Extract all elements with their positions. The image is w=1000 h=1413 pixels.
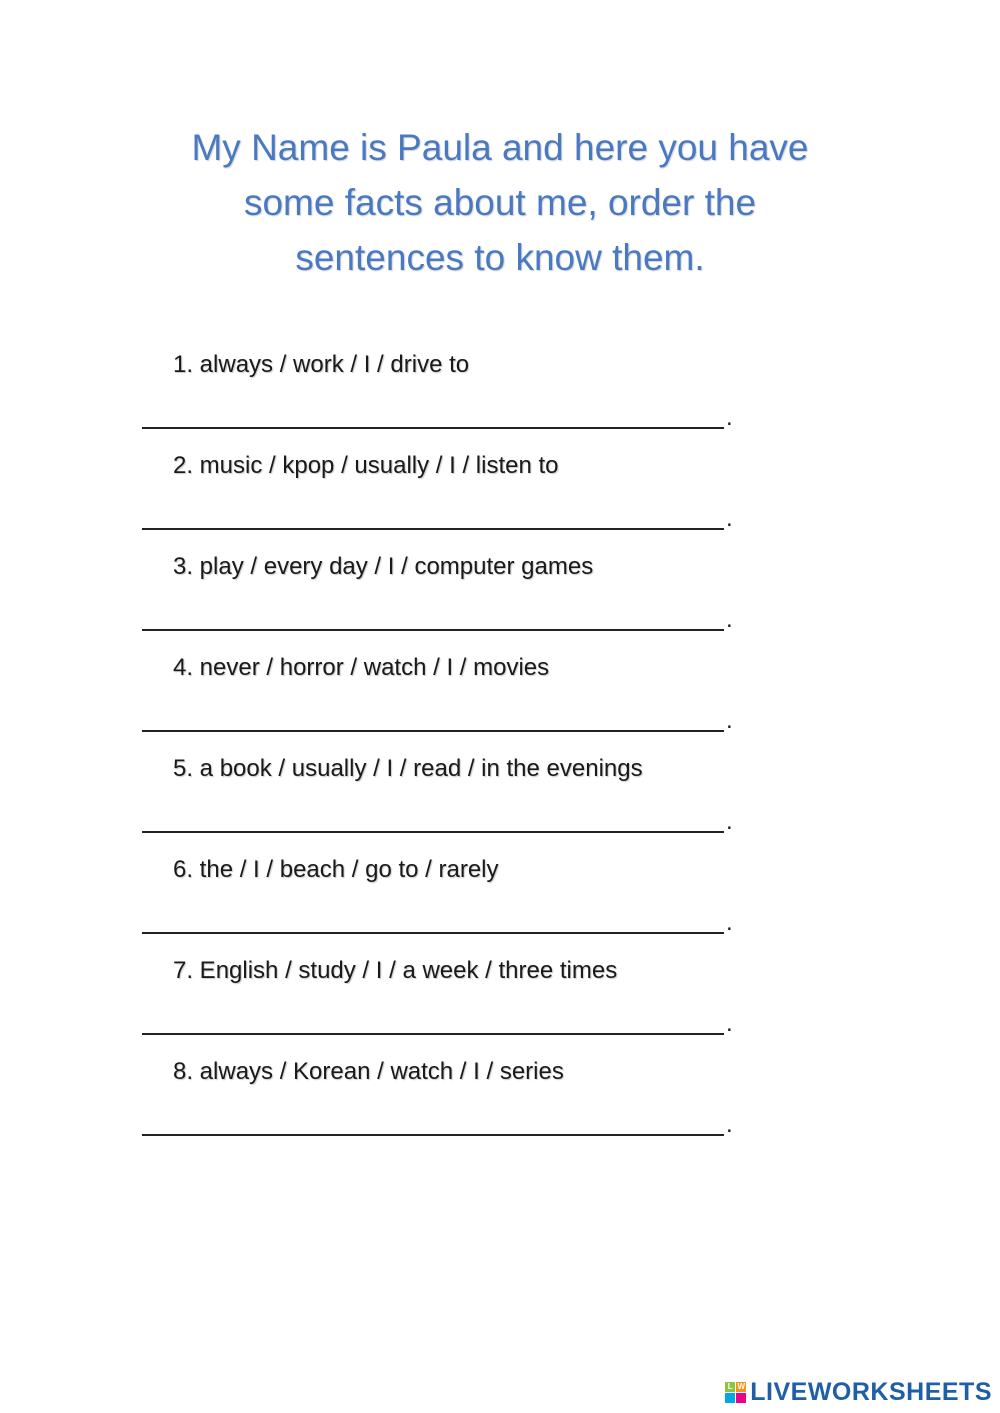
answer-row-5 (142, 807, 742, 837)
liveworksheets-brand (725, 1378, 992, 1407)
prompt-4: 4. never / horror / watch / I / movies (173, 654, 550, 681)
period-2: . (726, 505, 733, 532)
prompt-2: 2. music / kpop / usually / I / listen to (173, 452, 559, 479)
period-6: . (726, 909, 733, 936)
period-8: . (726, 1111, 733, 1138)
brand-name: LIVEWORKSHEETS (750, 1378, 992, 1406)
exercise-list (0, 345, 1000, 1153)
prompt-5: 5. a book / usually / I / read / in the evenings (173, 755, 643, 782)
period-4: . (726, 707, 733, 734)
title-line-1: My Name is Paula and here you have (191, 127, 809, 168)
prompt-6: 6. the / I / beach / go to / rarely (173, 856, 499, 883)
logo-cell-1: L (725, 1382, 735, 1392)
answer-input-7[interactable] (142, 1009, 724, 1035)
period-1: . (726, 404, 733, 431)
answer-input-3[interactable] (142, 605, 724, 631)
exercise-item-2 (0, 446, 1000, 547)
exercise-item-1 (0, 345, 1000, 446)
worksheet-title (150, 120, 850, 285)
answer-row-7 (142, 1009, 742, 1039)
period-7: . (726, 1010, 733, 1037)
answer-row-6 (142, 908, 742, 938)
logo-cell-2: W (737, 1382, 746, 1391)
answer-row-8 (142, 1110, 742, 1140)
period-5: . (726, 808, 733, 835)
logo-cell-4 (736, 1393, 746, 1403)
answer-row-4 (142, 706, 742, 736)
title-line-2: some facts about me, order the (243, 182, 757, 223)
logo-cell-3 (725, 1393, 735, 1403)
exercise-item-3 (0, 547, 1000, 648)
answer-row-3 (142, 605, 742, 635)
title-line-3: sentences to know them. (295, 237, 705, 278)
exercise-item-5 (0, 749, 1000, 850)
answer-input-4[interactable] (142, 706, 724, 732)
answer-input-8[interactable] (142, 1110, 724, 1136)
answer-row-2 (142, 504, 742, 534)
exercise-item-4 (0, 648, 1000, 749)
answer-input-2[interactable] (142, 504, 724, 530)
prompt-1: 1. always / work / I / drive to (173, 351, 470, 378)
answer-input-5[interactable] (142, 807, 724, 833)
exercise-item-6 (0, 850, 1000, 951)
exercise-item-8 (0, 1052, 1000, 1153)
period-3: . (726, 606, 733, 633)
answer-input-6[interactable] (142, 908, 724, 934)
exercise-item-7 (0, 951, 1000, 1052)
prompt-7: 7. English / study / I / a week / three times (173, 957, 618, 984)
answer-row-1 (142, 403, 742, 433)
answer-input-1[interactable] (142, 403, 724, 429)
prompt-3: 3. play / every day / I / computer games (173, 553, 594, 580)
liveworksheets-logo-icon (725, 1382, 746, 1403)
prompt-8: 8. always / Korean / watch / I / series (173, 1058, 564, 1085)
